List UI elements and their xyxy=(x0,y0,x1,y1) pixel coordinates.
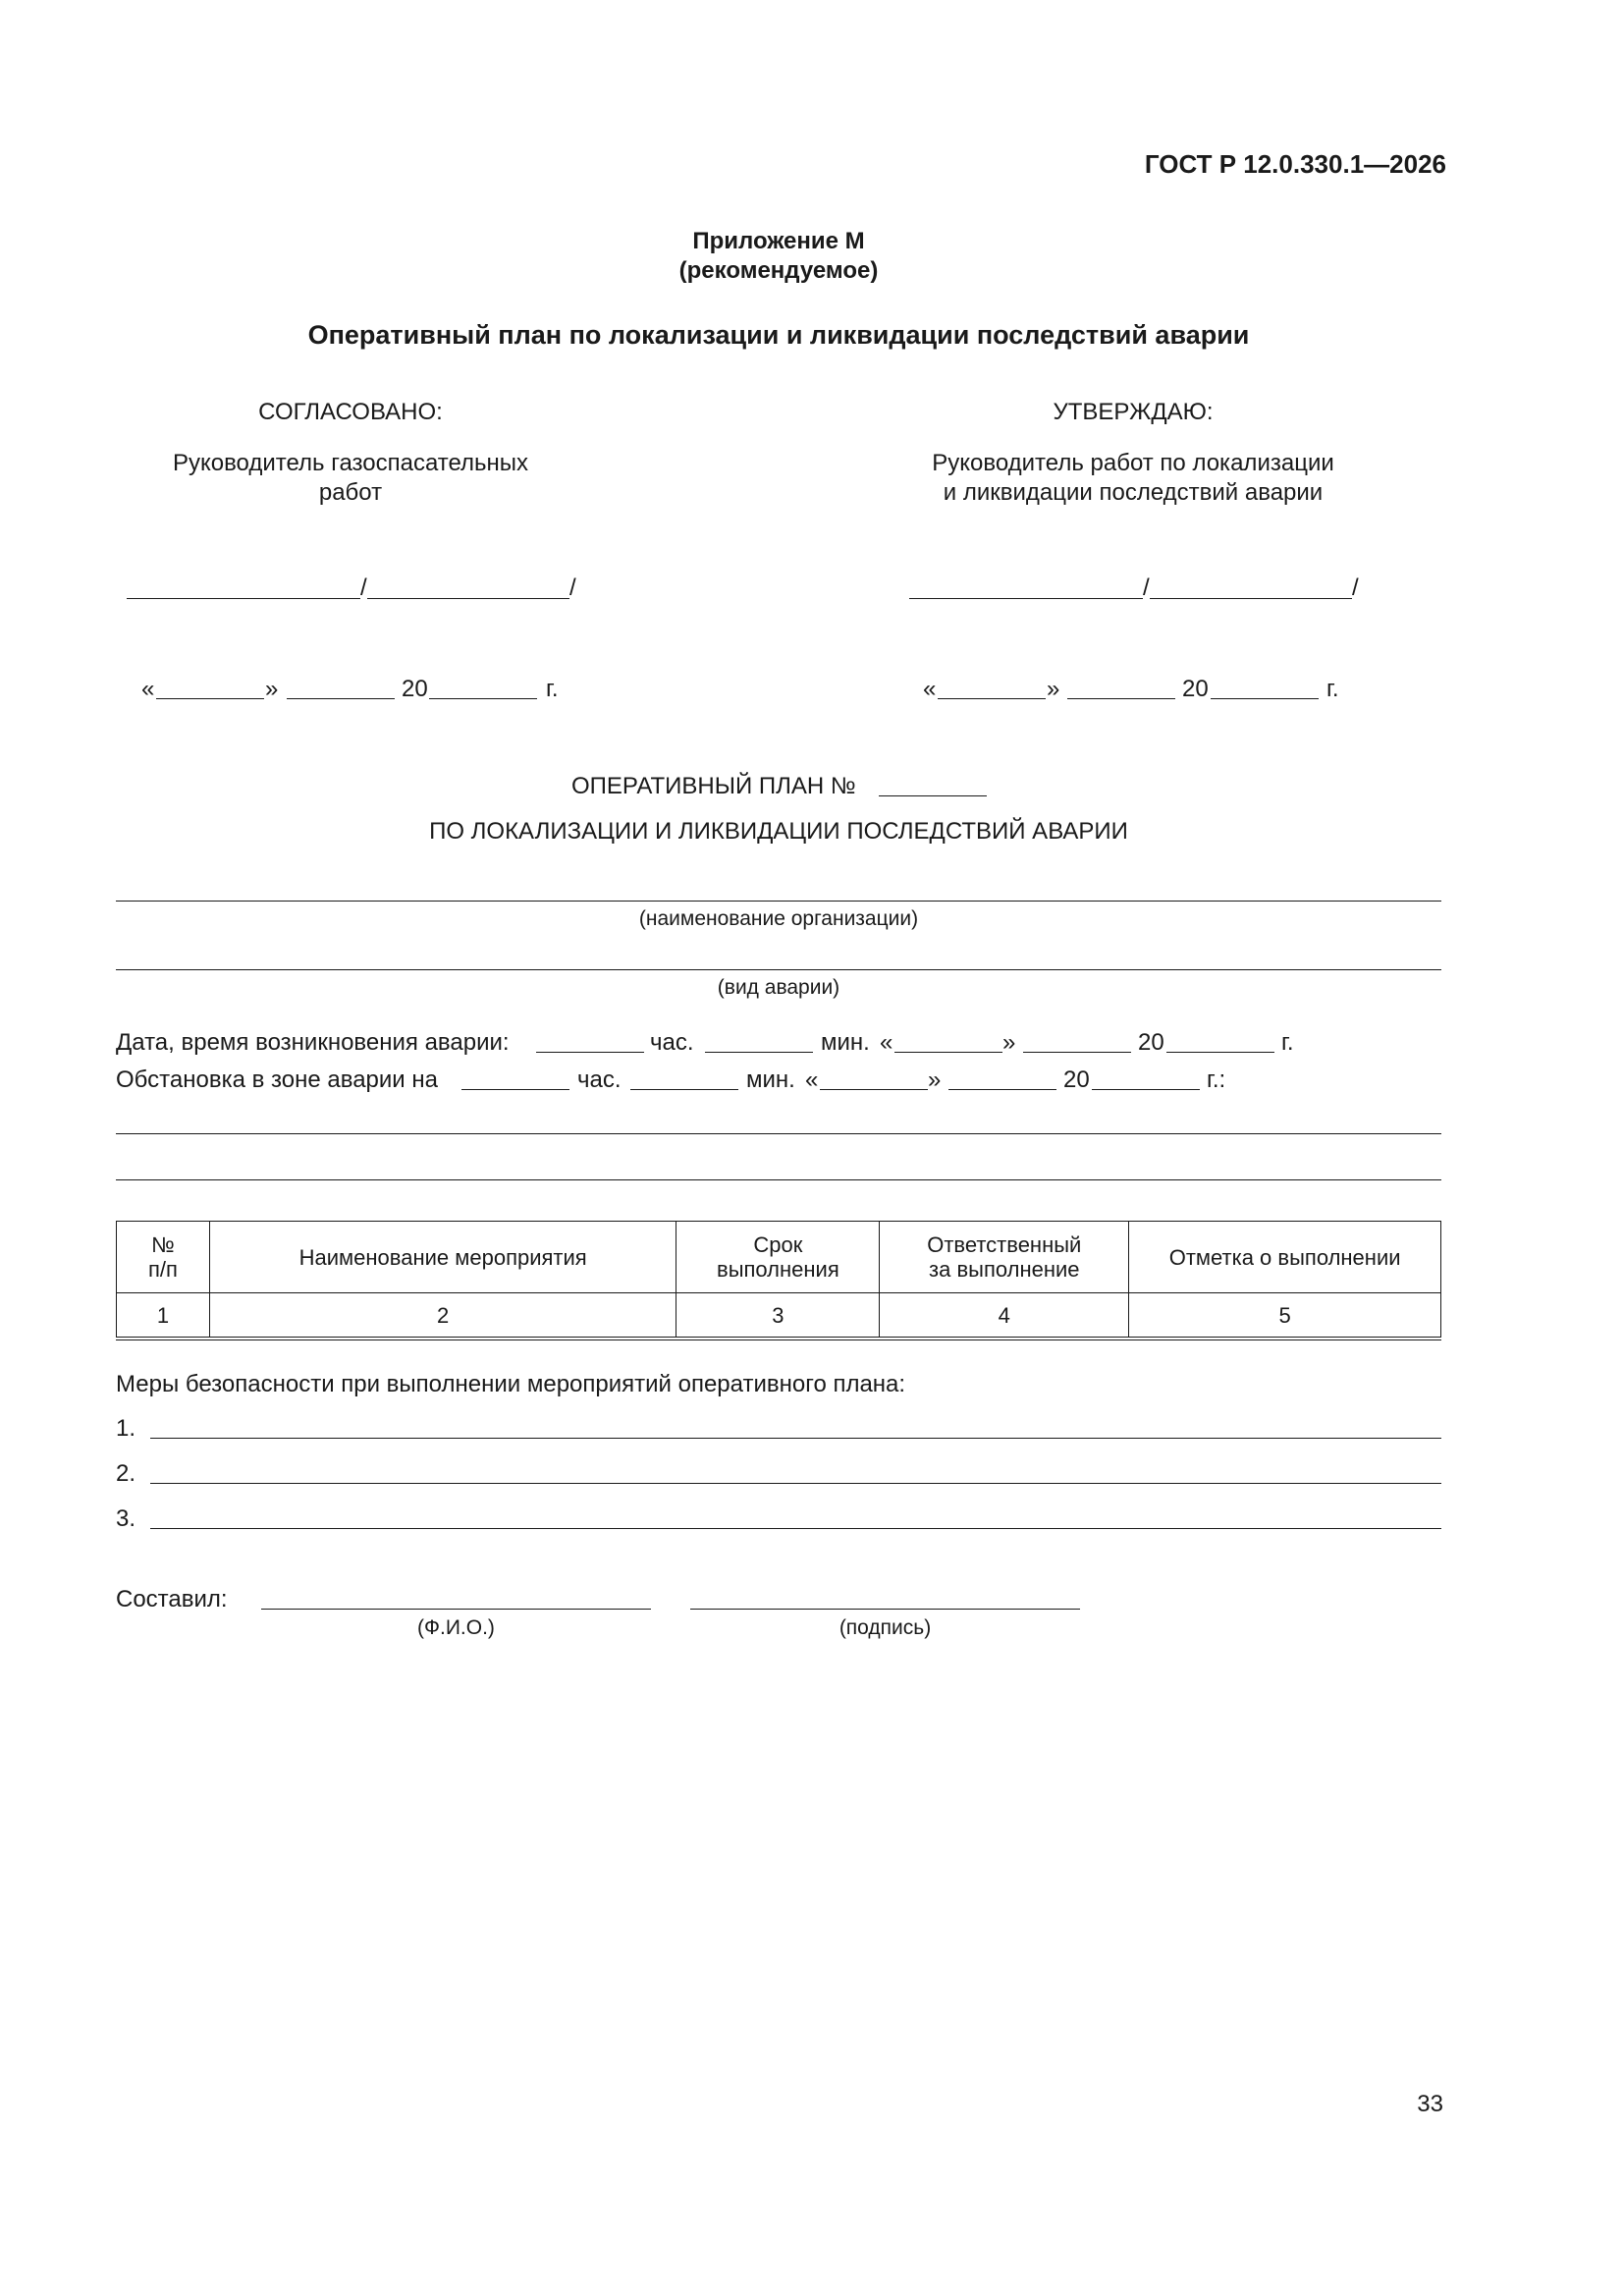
safety-item-number-2: 2. xyxy=(116,1460,136,1487)
compiled-by-signature-field[interactable] xyxy=(690,1609,1080,1610)
approved-date-quote-close: » xyxy=(1047,676,1060,702)
agreed-date-quote-close: » xyxy=(265,676,279,702)
agreed-year-field[interactable] xyxy=(429,698,537,699)
compiled-by-label: Составил: xyxy=(116,1586,228,1613)
approved-heading: УТВЕРЖДАЮ: xyxy=(1053,399,1214,425)
header-measure-name: Наименование мероприятия xyxy=(209,1222,676,1293)
agreed-name-line[interactable] xyxy=(367,598,569,599)
header-completion-mark: Отметка о выполнении xyxy=(1129,1222,1441,1293)
header-responsible: Ответственный за выполнение xyxy=(880,1222,1129,1293)
situation-month-field[interactable] xyxy=(948,1089,1056,1090)
situation-minutes-unit: мин. xyxy=(746,1066,795,1093)
situation-hours-field[interactable] xyxy=(461,1089,569,1090)
approved-signature-line[interactable] xyxy=(909,598,1143,599)
appendix-title: Приложение М xyxy=(692,228,865,254)
approved-role-line2: и ликвидации последствий аварии xyxy=(943,479,1324,506)
column-number-1: 1 xyxy=(117,1293,210,1339)
agreed-month-field[interactable] xyxy=(287,698,395,699)
column-number-4: 4 xyxy=(880,1293,1129,1339)
approved-year-suffix: г. xyxy=(1326,676,1339,702)
compiled-by-name-field[interactable] xyxy=(261,1609,651,1610)
plan-number-field[interactable] xyxy=(879,795,987,796)
appendix-status: (рекомендуемое) xyxy=(678,257,879,284)
safety-item-number-1: 1. xyxy=(116,1415,136,1442)
measures-table xyxy=(116,1221,1441,1340)
column-number-2: 2 xyxy=(209,1293,676,1339)
accident-month-field[interactable] xyxy=(1023,1052,1131,1053)
safety-item-field-3[interactable] xyxy=(150,1528,1441,1529)
compiled-by-name-caption: (Ф.И.О.) xyxy=(417,1616,495,1639)
agreed-name-slash: / xyxy=(569,574,576,601)
accident-hours-field[interactable] xyxy=(536,1052,644,1053)
standard-number: ГОСТ Р 12.0.330.1—2026 xyxy=(1144,149,1446,179)
situation-year-field[interactable] xyxy=(1092,1089,1200,1090)
situation-date-quote-open: « xyxy=(805,1066,819,1093)
accident-year-field[interactable] xyxy=(1166,1052,1274,1053)
organization-name-field[interactable] xyxy=(116,901,1441,902)
agreed-year-suffix: г. xyxy=(546,676,559,702)
accident-type-caption: (вид аварии) xyxy=(717,976,840,999)
plan-title-line2: ПО ЛОКАЛИЗАЦИИ И ЛИКВИДАЦИИ ПОСЛЕДСТВИЙ АВАРИИ xyxy=(429,818,1128,845)
situation-description-line-1[interactable] xyxy=(116,1133,1441,1134)
organization-caption: (наименование организации) xyxy=(638,907,919,930)
column-number-3: 3 xyxy=(676,1293,880,1339)
agreed-role-line1: Руководитель газоспасательных xyxy=(172,450,529,476)
accident-datetime-label: Дата, время возникновения аварии: xyxy=(116,1029,510,1056)
approved-date-quote-open: « xyxy=(923,676,937,702)
plan-title-line1: ОПЕРАТИВНЫЙ ПЛАН № xyxy=(571,773,856,799)
header-deadline: Срок выполнения xyxy=(676,1222,880,1293)
agreed-signature-line[interactable] xyxy=(127,598,360,599)
approved-signature-slash: / xyxy=(1143,574,1150,601)
situation-year-suffix: г.: xyxy=(1207,1066,1226,1093)
agreed-role-line2: работ xyxy=(318,479,383,506)
page-number: 33 xyxy=(1417,2091,1443,2117)
agreed-year-prefix: 20 xyxy=(402,676,428,702)
situation-day-field[interactable] xyxy=(820,1089,928,1090)
approved-month-field[interactable] xyxy=(1067,698,1175,699)
approved-role-line1: Руководитель работ по локализации xyxy=(932,450,1334,476)
safety-measures-label: Меры безопасности при выполнении мероприятий оперативного плана: xyxy=(116,1371,906,1397)
column-number-5: 5 xyxy=(1129,1293,1441,1339)
accident-minutes-unit: мин. xyxy=(821,1029,870,1056)
approved-name-slash: / xyxy=(1352,574,1359,601)
accident-type-field[interactable] xyxy=(116,969,1441,970)
approved-year-field[interactable] xyxy=(1211,698,1319,699)
safety-item-field-2[interactable] xyxy=(150,1483,1441,1484)
accident-day-field[interactable] xyxy=(894,1052,1002,1053)
approved-day-field[interactable] xyxy=(938,698,1046,699)
safety-item-number-3: 3. xyxy=(116,1505,136,1532)
accident-year-prefix: 20 xyxy=(1138,1029,1164,1056)
table-column-number-row xyxy=(117,1293,1441,1339)
table-header-row xyxy=(117,1222,1441,1293)
document-title: Оперативный план по локализации и ликвидации последствий аварии xyxy=(307,320,1250,350)
compiled-by-signature-caption: (подпись) xyxy=(839,1616,932,1639)
accident-year-suffix: г. xyxy=(1281,1029,1294,1056)
agreed-signature-slash: / xyxy=(360,574,367,601)
approved-year-prefix: 20 xyxy=(1182,676,1209,702)
situation-label: Обстановка в зоне аварии на xyxy=(116,1066,438,1093)
safety-item-field-1[interactable] xyxy=(150,1438,1441,1439)
accident-hours-unit: час. xyxy=(650,1029,694,1056)
header-number: № п/п xyxy=(117,1222,210,1293)
situation-date-quote-close: » xyxy=(928,1066,942,1093)
situation-minutes-field[interactable] xyxy=(630,1089,738,1090)
situation-description-line-2[interactable] xyxy=(116,1179,1441,1180)
accident-minutes-field[interactable] xyxy=(705,1052,813,1053)
accident-date-quote-close: » xyxy=(1002,1029,1016,1056)
agreed-heading: СОГЛАСОВАНО: xyxy=(258,399,443,425)
situation-hours-unit: час. xyxy=(577,1066,622,1093)
agreed-date-quote-open: « xyxy=(141,676,155,702)
situation-year-prefix: 20 xyxy=(1063,1066,1090,1093)
approved-name-line[interactable] xyxy=(1150,598,1352,599)
agreed-day-field[interactable] xyxy=(156,698,264,699)
accident-date-quote-open: « xyxy=(880,1029,893,1056)
